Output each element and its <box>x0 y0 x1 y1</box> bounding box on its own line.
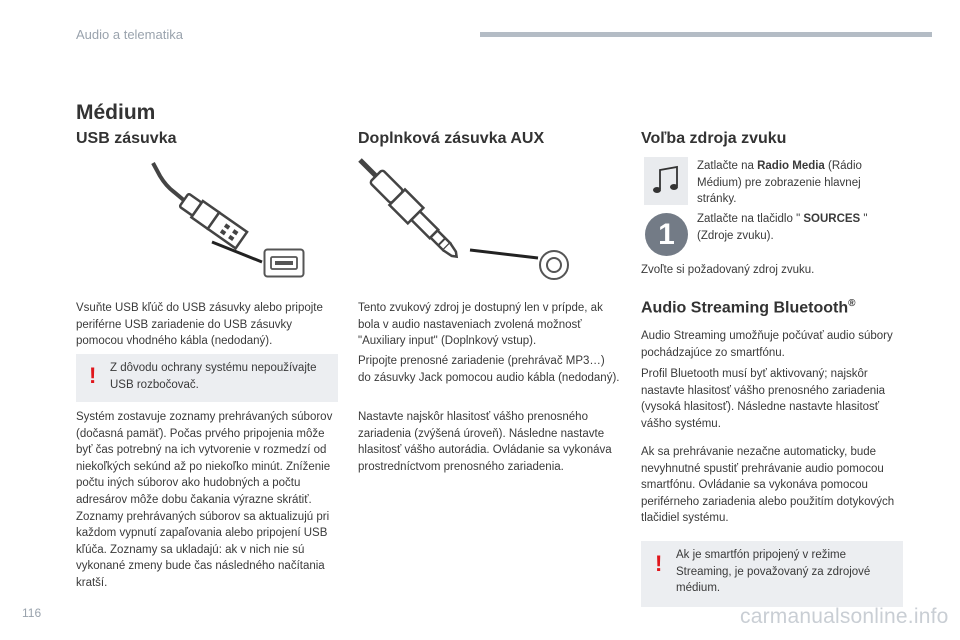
bluetooth-paragraph-3: Ak sa prehrávanie nezačne automaticky, bude nevyhnutné spustiť prehrávanie audio pomocou smartfónu. Ovládanie sa vykonáva pomocou periférneho zariadenia alebo použitím dotykových tlačidiel systému. <box>641 446 895 525</box>
source-step-2: Zatlačte na tlačidlo " SOURCES " (Zdroje zvuku). <box>697 213 868 242</box>
aux-paragraph-3: Nastavte najskôr hlasitosť vášho prenosného zariadenia (zvýšená úroveň). Následne nastavte hlasitosť vášho autorádia. Ovládanie sa vykonáva prostredníctvom prenosného zariadenia. <box>358 411 612 473</box>
page-title: Médium <box>76 101 156 124</box>
bluetooth-warning-box <box>641 541 903 607</box>
bluetooth-paragraph-1: Audio Streaming umožňuje počúvať audio súbory pochádzajúce zo smartfónu. <box>641 330 893 359</box>
usb-section-title: USB zásuvka <box>76 130 177 147</box>
bluetooth-section-title: Audio Streaming Bluetooth® <box>641 298 856 317</box>
source-step-1: Zatlačte na Radio Media (Rádio Médium) pre zobrazenie hlavnej stránky. <box>697 160 862 206</box>
step-number-badge: 1 <box>645 213 688 256</box>
music-note-icon <box>652 165 680 197</box>
header-bar <box>480 32 932 37</box>
source-section-title: Voľba zdroja zvuku <box>641 130 787 147</box>
header-title: Audio a telematika <box>76 27 183 42</box>
jack-socket-icon <box>538 249 570 281</box>
bluetooth-warning-text: Ak je smartfón pripojený v režime Streaming, je považovaný za zdrojové médium. <box>676 549 871 595</box>
watermark: carmanualsonline.info <box>740 605 949 628</box>
usb-socket-icon <box>263 248 305 278</box>
usb-warning-text: Z dôvodu ochrany systému nepoužívajte USB rozbočovač. <box>110 362 317 391</box>
page-number: 116 <box>22 606 42 620</box>
aux-paragraph-2: Pripojte prenosné zariadenie (prehrávač MP3…) do zásuvky Jack pomocou audio kábla (nedodaný). <box>358 355 620 384</box>
aux-section-title: Doplnková zásuvka AUX <box>358 130 545 147</box>
bluetooth-paragraph-2: Profil Bluetooth musí byť aktivovaný; najskôr nastavte hlasitosť vášho prenosného zariadenia (vysoká hlasitosť). Následne nastavte hlasitosť vášho systému. <box>641 368 886 430</box>
usb-paragraph-1: Vsuňte USB kľúč do USB zásuvky alebo pripojte periférne USB zariadenie do USB zásuvky pomocou vhodného kábla (nedodaný). <box>76 302 323 348</box>
warning-icon: ! <box>89 363 97 388</box>
aux-paragraph-1: Tento zvukový zdroj je dostupný len v prípde, ak bola v audio nastaveniach zvolená možnosť "Auxiliary input" (Doplnkový vstup). <box>358 302 603 348</box>
warning-icon: ! <box>655 551 663 576</box>
usb-warning-box <box>76 354 338 402</box>
usb-paragraph-2: Systém zostavuje zoznamy prehrávaných súborov (dočasná pamäť). Počas prvého pripojenia môže byť čas potrebný na ich vytvorenie v rozmedzí od niekoľkých sekúnd až po niekoľko minút. Zníženie počtu iných súborov ako hudobných a počtu adresárov môže dobu čakania výrazne skrátiť. Zoznamy prehrávaných súborov sa aktualizujú pri každom vypnutí zapaľovania alebo pripojení USB kľúča. Zoznamy sa ukladajú: ak v nich nie sú vykonané zmeny bude čas následného načítania kratší. <box>76 411 333 589</box>
music-note-icon-box <box>644 157 688 205</box>
source-choose-text: Zvoľte si požadovaný zdroj zvuku. <box>641 264 815 276</box>
